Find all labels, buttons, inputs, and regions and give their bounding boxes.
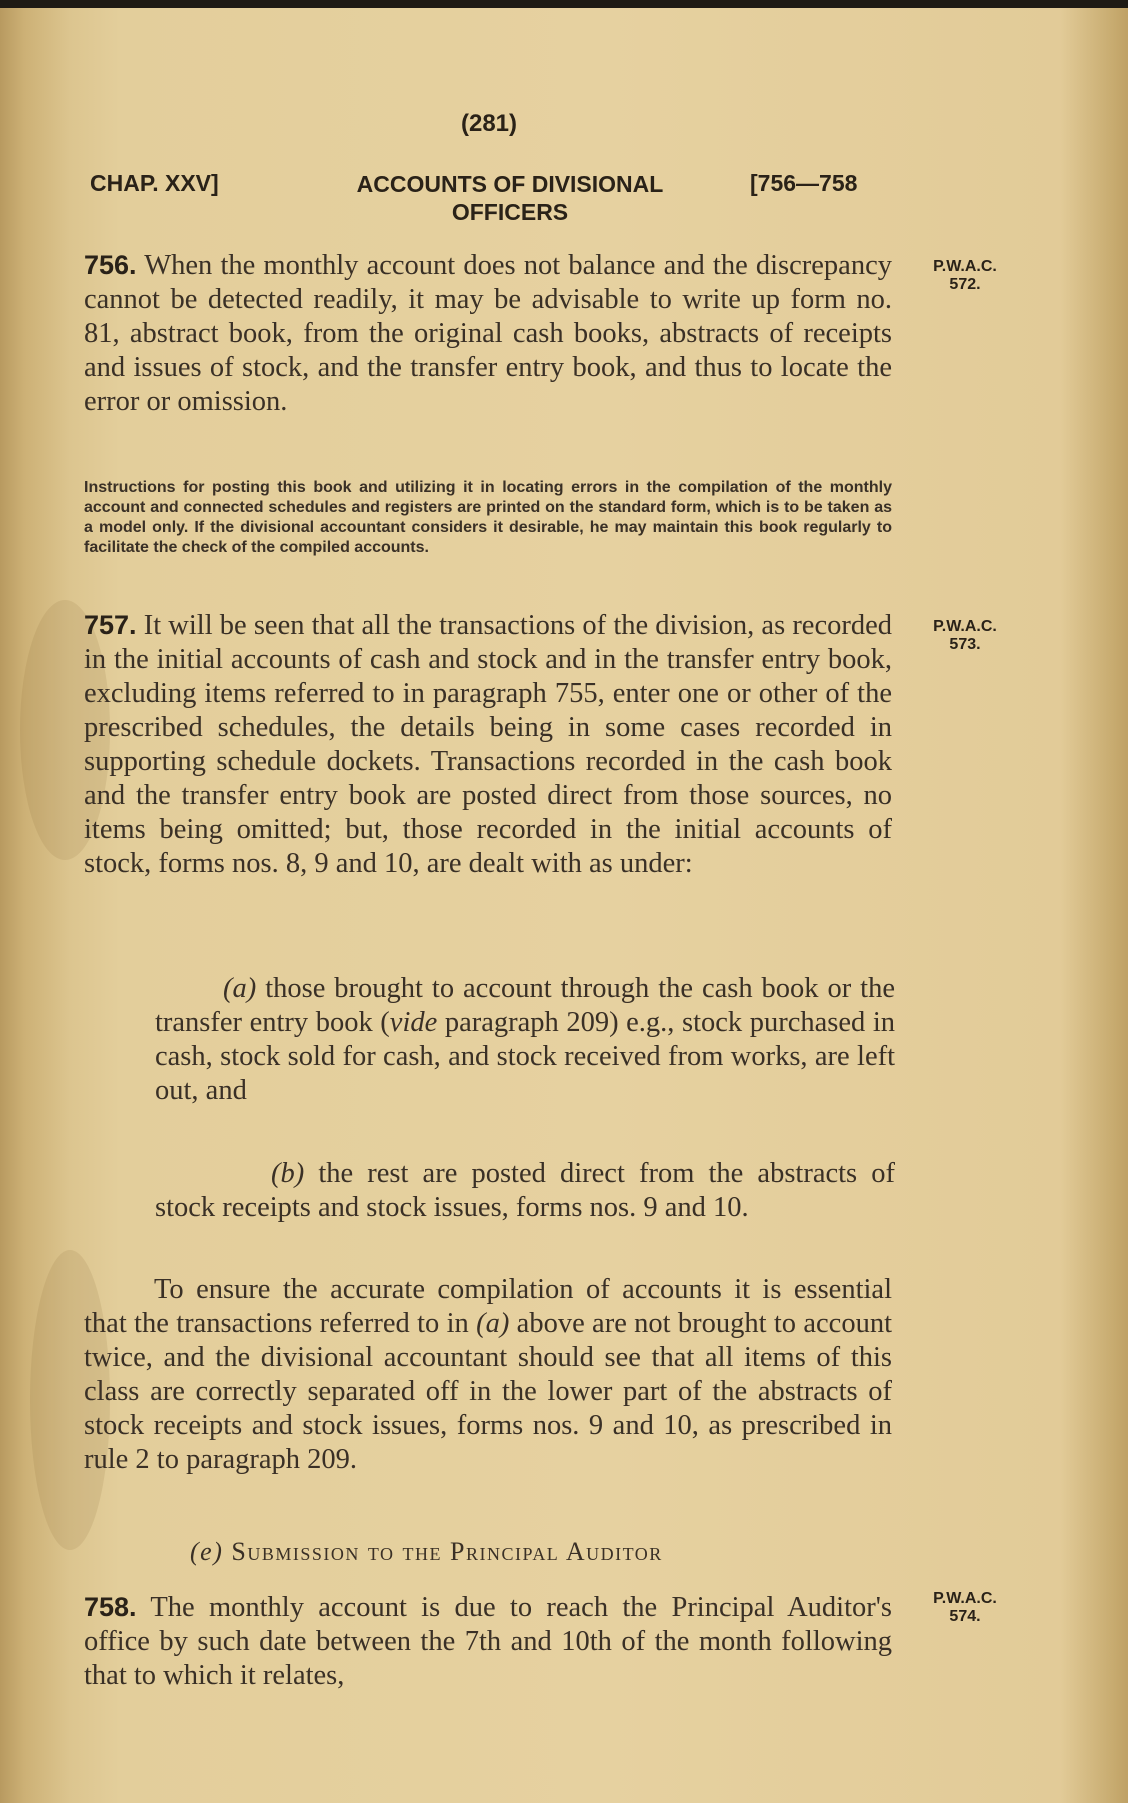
section-title: Submission to the Principal Auditor — [231, 1537, 663, 1566]
page-number: (281) — [460, 110, 518, 137]
paragraph-756 — [84, 248, 892, 419]
instruction-note: Instructions for posting this book and utilizing it in locating errors in the compilation of the monthly account and connected schedules and registers are printed on the standard form, which is to be taken as a model only. If the divisional accountant considers it desirable, he may maintain this book regularly to facilitate the check of the compiled accounts. — [84, 479, 892, 556]
margin-reference-code: P.W.A.C. — [933, 1590, 997, 1607]
section-heading — [190, 1537, 663, 1567]
paragraph-text-part1: To ensure the accurate compilation of accounts it is essential that the transactions referred to in — [84, 1274, 892, 1339]
paragraph-number: 756. — [84, 250, 137, 280]
item-marker: (b) — [271, 1158, 305, 1189]
paragraph-range: [756—758 — [750, 170, 858, 196]
margin-reference-574 — [910, 1590, 1020, 1626]
paragraph-text-part2: above are not brought to account twice, and the divisional accountant should see that all items of this class are correctly separated off in the lower part of the abstracts of stock receipts and stock issues, forms nos. 9 and 10, as prescribed in rule 2 to paragraph 209. — [84, 1308, 892, 1475]
sub-item-a — [155, 972, 895, 1108]
sub-item-b — [155, 1157, 895, 1225]
item-text: the rest are posted direct from the abstracts of stock receipts and stock issues, forms nos. 9 and 10. — [155, 1158, 895, 1223]
paragraph-758 — [84, 1590, 892, 1693]
running-head — [90, 170, 890, 230]
paragraph-text: The monthly account is due to reach the Principal Auditor's office by such date between the 7th and 10th of the month following that to which it relates, — [84, 1592, 892, 1691]
paragraph-757 — [84, 608, 892, 881]
item-marker: (a) — [223, 973, 257, 1004]
section-marker: (e) — [190, 1537, 224, 1566]
paragraph-number: 757. — [84, 610, 137, 640]
margin-reference-code: P.W.A.C. — [933, 258, 997, 275]
margin-reference-number: 572. — [949, 276, 981, 293]
margin-reference-number: 574. — [949, 1608, 981, 1625]
paragraph-number: 758. — [84, 1592, 137, 1622]
paragraph-compilation-note — [84, 1273, 892, 1477]
chapter-label: CHAP. XXV] — [90, 170, 219, 196]
margin-reference-code: P.W.A.C. — [933, 618, 997, 635]
item-text-part2: paragraph 209) e.g., stock purchased in cash, stock sold for cash, and stock received from works, are left out, and — [155, 1007, 895, 1106]
margin-reference-573 — [910, 618, 1020, 654]
paragraph-text: It will be seen that all the transactions of the division, as recorded in the initial accounts of cash and stock and in the transfer entry book, excluding items referred to in paragraph 755, enter one or other of the prescribed schedules, the details being in some cases recorded in supporting schedule dockets. Transactions recorded in the cash book and the transfer entry book are posted direct from those sources, no items being omitted; but, those recorded in the initial accounts of stock, forms nos. 8, 9 and 10, are dealt with as under: — [84, 610, 892, 879]
item-reference: (a) — [476, 1308, 510, 1339]
margin-reference-number: 573. — [949, 636, 981, 653]
chapter-title: ACCOUNTS OF DIVISIONAL OFFICERS — [356, 171, 664, 225]
vide-term: vide — [389, 1007, 438, 1038]
item-text-part1: those brought to account through the cash book or the transfer entry book ( — [155, 973, 896, 1038]
paragraph-text: When the monthly account does not balance and the discrepancy cannot be detected readily, it may be advisable to write up form no. 81, abstract book, from the original cash books, abstracts of receipts and issues of stock, and the transfer entry book, and thus to locate the error or omission. — [84, 250, 892, 417]
margin-reference-572 — [910, 258, 1020, 294]
top-edge-shadow — [0, 0, 1128, 8]
